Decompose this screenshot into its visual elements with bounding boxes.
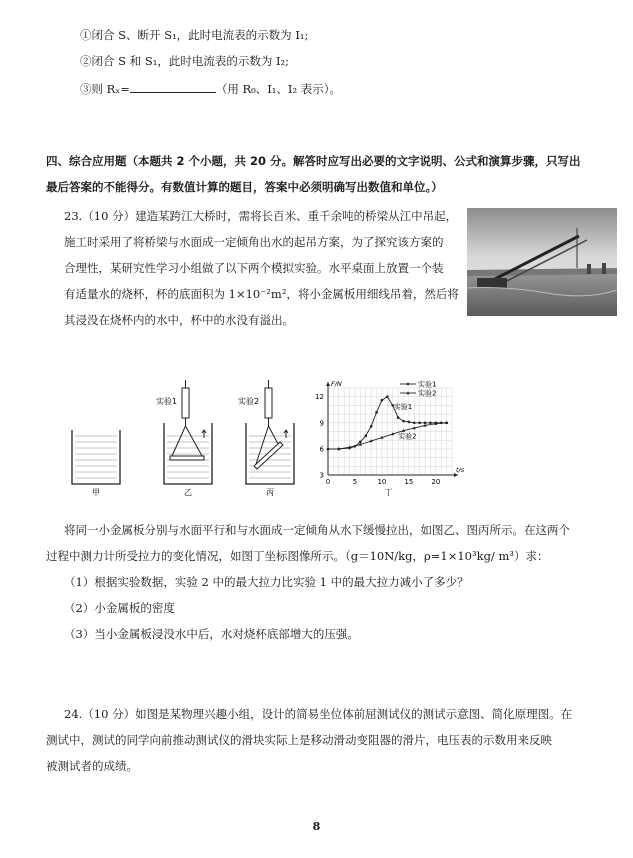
x-tick-label: 5 [352,478,358,486]
series-point-1 [386,395,389,398]
q24-line2: 测试中，测试的同学向前推动测试仪的滑块实际上是移动滑动变阻器的滑片，电压表的示数用来反映 [46,733,552,747]
step-2-text: ②闭合 S 和 S₁，此时电流表的示数为 I₂; [80,54,290,68]
x-axis-label: t/s [456,466,465,474]
section4-heading-line1: 四、综合应用题（本题共 2 个小题，共 20 分。解答时应写出必要的文字说明、公式和演算步骤，只写出 [46,154,581,168]
series-point-1 [418,422,421,425]
legend-label-2: 实验2 [418,389,437,398]
q23-sub3: （3）当小金属板浸没水中后，水对烧杯底部增大的压强。 [64,627,359,641]
q24-line3: 被测试者的成绩。 [46,759,138,773]
y-tick-label: 12 [315,393,324,402]
y-axis-arrow [326,382,330,386]
label-ding: 丁 [384,488,393,497]
series-point-1 [397,416,400,419]
section4-heading-line2: 最后答案的不能得分。有数值计算的题目，答案中必须明确写出数值和单位。） [46,180,443,194]
q23-para-line1: 23.（10 分）建造某跨江大桥时，需将长百米、重千余吨的桥梁从江中吊起， [64,209,458,223]
q23-para-line5: 其浸没在烧杯内的水中，杯中的水没有溢出。 [64,313,294,327]
label-exp2-bing: 实验2 [238,397,260,406]
y-tick-label: 3 [319,471,324,480]
x-tick-label: 20 [431,478,441,486]
annotation-exp2: 实验2 [398,432,417,441]
series-point-1 [408,421,411,424]
step-3-prefix: ③则 Rₓ= [80,82,130,96]
series-point-1 [370,425,373,428]
annotation-exp1: 实验1 [393,402,413,411]
x-tick-label: 0 [325,478,331,486]
series-point-1 [375,411,378,414]
series-point-1 [429,422,432,425]
step-1-text: ①闭合 S、断开 S₁，此时电流表的示数为 I₁; [80,28,309,42]
q23-sub2: （2）小金属板的密度 [64,601,175,615]
step-3-line [80,81,341,97]
y-axis-label: F/N [331,380,342,388]
q23-sub1: （1）根据实验数据，实验 2 中的最大拉力比实验 1 中的最大拉力减小了多少？ [64,575,469,589]
experiment-figure [60,378,480,498]
legend-label-1: 实验1 [418,380,437,389]
label-bing: 丙 [266,488,274,497]
x-tick-label: 15 [404,478,414,486]
label-jia: 甲 [92,488,100,497]
q23-after-line1: 将同一小金属板分别与水面平行和与水面成一定倾角从水下缓慢拉出，如图乙、图丙所示。在这两个 [64,523,570,537]
legend-marker-1 [407,383,410,386]
q23-after-line2: 过程中测力计所受拉力的变化情况，如图丁坐标图像所示。（g＝10N/kg，ρ=1×10³kg/ m³）求： [46,549,549,563]
page-number: 8 [312,820,321,833]
series-point-1 [402,420,405,423]
label-exp1-yi: 实验1 [156,397,178,406]
q23-para-line3: 合理性，某研究性学习小组做了以下两个模拟实验。水平桌面上放置一个装 [64,261,444,275]
q24-line1: 24.（10 分）如图是某物理兴趣小组，设计的简易坐位体前屈测试仪的测试示意图、简化原理图。在 [64,707,573,721]
series-point-1 [381,399,384,402]
beaker-jia [72,430,120,484]
label-yi: 乙 [184,488,192,497]
y-tick-label: 9 [319,419,324,428]
answer-blank [130,81,216,93]
q23-para-line2: 施工时采用了将桥梁与水面成一定倾角出水的起吊方案，为了探究该方案的 [64,235,444,249]
x-tick-label: 10 [377,478,387,486]
y-tick-label: 6 [319,445,324,454]
series-point-1 [413,422,416,425]
step-3-suffix: （用 R₀、I₁、I₂ 表示）。 [215,82,341,96]
q23-para-line4: 有适量水的烧杯，杯的底面积为 1×10⁻²m²，将小金属板用细线吊着，然后将 [64,287,459,301]
force-time-chart [315,380,465,498]
bridge-photo [467,208,617,316]
series-point-1 [364,435,367,438]
